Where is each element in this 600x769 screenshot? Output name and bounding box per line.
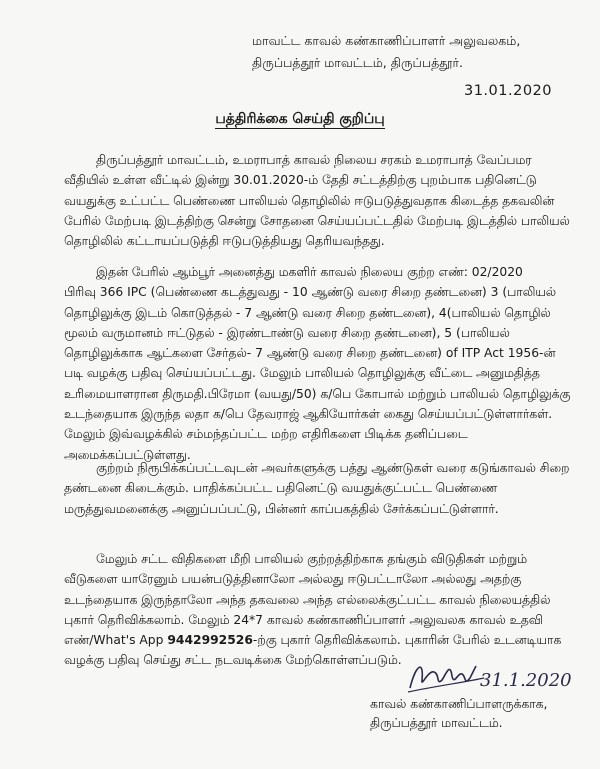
text-line: உடந்தையாக இருந்தாலோ அந்த தகவலை அந்த எல்லைக்குட்பட்ட காவல் நிலையத்தில்	[64, 592, 551, 607]
signature-block	[370, 695, 570, 733]
text-line: வீதியில் உள்ள வீட்டில் இன்று 30.01.2020-ம் தேதி சட்டத்திற்கு புறம்பாக பதினெட்டு	[64, 173, 537, 188]
text-line: மூலம் வருமானம் ஈட்டுதல் - இரண்டாண்டு வரை சிறை தண்டனை), 5 (பாலியல்	[64, 325, 510, 340]
text-line: அமைக்கப்பட்டுள்ளது.	[64, 447, 191, 462]
text-line: தொழிலுக்காக ஆட்களை சேர்தல்- 7 ஆண்டு வரை சிறை தண்டனை) of ITP Act 1956-ன்	[64, 346, 556, 361]
page-title	[0, 111, 600, 129]
helpline-suffix: -ற்கு புகார் தெரிவிக்கலாம். புகாரின் பேரில் உடனடியாக	[252, 633, 562, 648]
release-date: 31.01.2020	[463, 83, 552, 99]
text-line	[64, 630, 570, 650]
letterhead	[252, 30, 552, 99]
signature-district: திருப்பத்தூர் மாவட்டம்.	[370, 716, 503, 730]
text-line: வீடுகளை யாரேனும் பயன்படுத்தினாலோ அல்லது ஈடுபட்டாலோ அல்லது அதற்கு	[64, 572, 522, 587]
text-line: வழக்கு பதிவு செய்து சட்ட நடவடிக்கை மேற்கொள்ளப்படும்.	[64, 653, 402, 668]
text-line: பிரிவு 366 IPC (பெண்ணை கடத்துவது - 10 ஆண்டு வரை சிறை தண்டனை) 3 (பாலியல்	[64, 285, 556, 300]
text-line: உரிமையாளரான திருமதி.பிரேமா (வயது/50) க/பெ கோபால் மற்றும் பாலியல் தொழிலுக்கு	[64, 386, 570, 401]
paragraph-incident	[64, 150, 570, 251]
handwritten-date: 31.1.2020	[480, 670, 572, 691]
signature-designation: காவல் கண்காணிப்பாளருக்காக,	[370, 697, 548, 711]
helpline-label: எண்/What's App	[64, 633, 164, 648]
office-district: திருப்பத்தூர் மாவட்டம், திருப்பத்தூர்.	[252, 55, 463, 70]
paragraph-punishment	[64, 458, 570, 519]
text-line: வயதுக்கு உட்பட்ட பெண்ணை பாலியல் தொழிலில் ஈடுபடுத்துவதாக கிடைத்த தகவலின்	[64, 193, 555, 208]
text-line: உடந்தையாக இருந்த லதா க/பெ தேவராஜ் ஆகியோர்கள் கைது செய்யப்பட்டுள்ளார்கள்.	[64, 407, 553, 422]
text-line: தொழிலில் கட்டாயப்படுத்தி ஈடுபடுத்தியது தெரியவந்தது.	[64, 234, 385, 249]
text-line: திருப்பத்தூர் மாவட்டம், உமராபாத் காவல் நிலைய சரகம் உமராபாத் வேப்பமர	[96, 153, 532, 167]
text-line: மேலும் சட்ட விதிகளை மீறி பாலியல் குற்றத்திற்காக தங்கும் விடுதிகள் மற்றும்	[96, 552, 528, 566]
text-line: தண்டனை கிடைக்கும். பாதிக்கப்பட்ட பதினெட்டு வயதுக்குட்பட்ட பெண்ணை	[64, 481, 498, 496]
office-name: மாவட்ட காவல் கண்காணிப்பாளர் அலுவலகம்,	[252, 33, 521, 48]
handwritten-signature	[406, 652, 576, 698]
helpline-number: 9442992526	[167, 633, 253, 648]
text-line: மேலும் இவ்வழக்கில் சம்மந்தப்பட்ட மற்ற எதிரிகளை பிடிக்க தனிப்படை	[64, 427, 468, 442]
text-line: தொழிலுக்கு இடம் கொடுத்தல் - 7 ஆண்டு வரை சிறை தண்டனை), 4(பாலியல் தொழில்	[64, 305, 551, 320]
text-line: பேரில் மேற்படி இடத்திற்கு சென்று சோதனை செய்யப்பட்டதில் மேற்படி இடத்தில் பாலியல்	[64, 213, 570, 228]
paragraph-case	[64, 262, 570, 465]
text-line: புகார் தெரிவிக்கலாம். மேலும் 24*7 காவல் கண்காணிப்பாளர் அலுவலக காவல் உதவி	[64, 612, 543, 627]
text-line: படி வழக்கு பதிவு செய்யப்பட்டது. மேலும் பாலியல் தொழிலுக்கு வீட்டை அனுமதித்த	[64, 366, 540, 381]
text-line: மருத்துவமனைக்கு அனுப்பப்பட்டு, பின்னர் காப்பகத்தில் சேர்க்கப்பட்டுள்ளார்.	[64, 501, 499, 516]
text-line: குற்றம் நிரூபிக்கப்பட்டவுடன் அவர்களுக்கு பத்து ஆண்டுகள் வரை கடுங்காவல் சிறை	[96, 461, 570, 475]
text-line: இதன் பேரில் ஆம்பூர் அனைத்து மகளிர் காவல் நிலைய குற்ற எண்: 02/2020	[96, 265, 523, 279]
title-text: பத்திரிக்கை செய்தி குறிப்பு	[215, 111, 385, 127]
